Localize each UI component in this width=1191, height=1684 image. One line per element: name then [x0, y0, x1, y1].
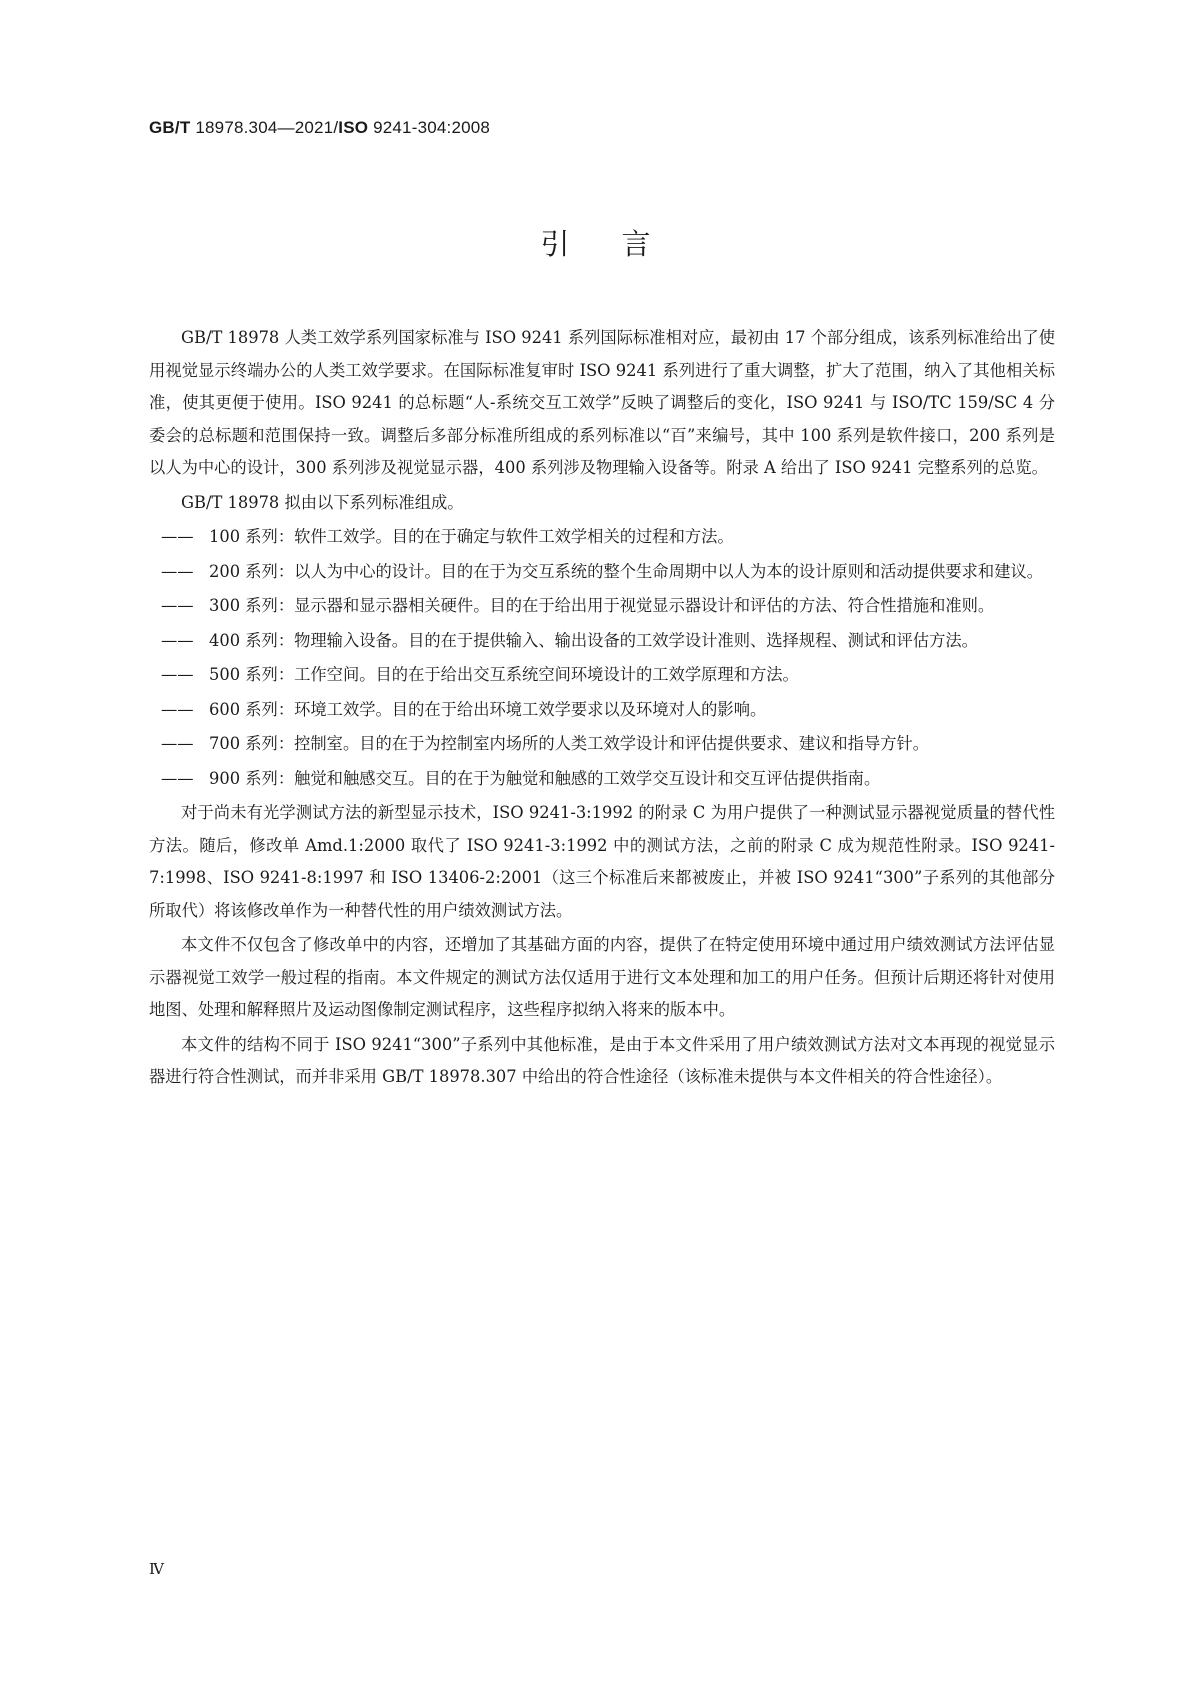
header-std-prefix: GB/T: [149, 118, 191, 137]
paragraph-alternative-method: 对于尚未有光学测试方法的新型显示技术，ISO 9241-3:1992 的附录 C 为用户提供了一种测试显示器视觉质量的替代性方法。随后，修改单 Amd.1:2000 取代了 ISO 9241-3:1992 中的测试方法，之前的附录 C 成为规范性附录。ISO 9241-7:1998、ISO 9241-8:1997 和 ISO 13406-2:2001（这三个标准后来都被废止，并被 ISO 9241“300”子系列的其他部分所取代）将该修改单作为一种替代性的用户绩效测试方法。: [149, 803, 1055, 920]
list-dash: ——: [161, 630, 194, 650]
list-item: [149, 625, 1055, 658]
list-item-text: 300 系列：显示器和显示器相关硬件。目的在于给出用于视觉显示器设计和评估的方法、符合性措施和准则。: [209, 596, 995, 615]
running-header: [149, 118, 490, 138]
document-body: [149, 322, 1055, 1096]
header-std-number: 18978.304—2021/: [195, 118, 339, 137]
list-item-text: 200 系列：以人为中心的设计。目的在于为交互系统的整个生命周期中以人为本的设计原则和活动提供要求和建议。: [209, 561, 1044, 581]
list-item-text: 100 系列：软件工效学。目的在于确定与软件工效学相关的过程和方法。: [209, 527, 734, 546]
list-item-text: 900 系列：触觉和触感交互。目的在于为触觉和触感的工效学交互设计和交互评估提供指南。: [209, 768, 881, 788]
header-iso-number: 9241-304:2008: [373, 118, 491, 137]
list-dash: ——: [161, 665, 194, 684]
list-dash: ——: [161, 596, 194, 615]
list-item-text: 600 系列：环境工效学。目的在于给出环境工效学要求以及环境对人的影响。: [209, 699, 767, 719]
paragraph-series-lead: GB/T 18978 拟由以下系列标准组成。: [181, 492, 464, 512]
paragraph-intro: GB/T 18978 人类工效学系列国家标准与 ISO 9241 系列国际标准相对应，最初由 17 个部分组成，该系列标准给出了使用视觉显示终端办公的人类工效学要求。在国际标准复审时 ISO 9241 系列进行了重大调整，扩大了范围，纳入了其他相关标准，使其更便于使用。ISO 9241 的总标题“人-系统交互工效学”反映了调整后的变化，ISO 9241 与 ISO/TC 159/SC 4 分委会的总标题和范围保持一致。调整后多部分标准所组成的系列标准以“百”来编号，其中 100 系列是软件接口，200 系列是以人为中心的设计，300 系列涉及视觉显示器，400 系列涉及物理输入设备等。附录 A 给出了 ISO 9241 完整系列的总览。: [149, 328, 1055, 477]
list-item: [149, 694, 1055, 727]
list-item: [149, 659, 1055, 692]
page-title: 引言: [540, 227, 703, 261]
list-item: [149, 556, 1055, 589]
list-dash: ——: [161, 734, 194, 753]
list-dash: ——: [161, 527, 194, 546]
list-dash: ——: [161, 699, 194, 719]
list-item: [149, 728, 1055, 761]
list-item-text: 500 系列：工作空间。目的在于给出交互系统空间环境设计的工效学原理和方法。: [209, 665, 799, 684]
page-number: Ⅳ: [149, 1560, 164, 1578]
header-iso-prefix: ISO: [338, 118, 369, 137]
list-item-text: 400 系列：物理输入设备。目的在于提供输入、输出设备的工效学设计准则、选择规程、测试和评估方法。: [209, 630, 978, 650]
list-item: [149, 521, 1055, 554]
list-dash: ——: [161, 768, 194, 788]
list-dash: ——: [161, 561, 194, 581]
list-item: [149, 763, 1055, 796]
list-item: [149, 590, 1055, 623]
paragraph-scope: 本文件不仅包含了修改单中的内容，还增加了其基础方面的内容，提供了在特定使用环境中通过用户绩效测试方法评估显示器视觉工效学一般过程的指南。本文件规定的测试方法仅适用于进行文本处理和加工的用户任务。但预计后期还将针对使用地图、处理和解释照片及运动图像制定测试程序，这些程序拟纳入将来的版本中。: [149, 935, 1055, 1019]
list-item-text: 700 系列：控制室。目的在于为控制室内场所的人类工效学设计和评估提供要求、建议和指导方针。: [209, 734, 930, 753]
paragraph-structure: 本文件的结构不同于 ISO 9241“300”子系列中其他标准，是由于本文件采用了用户绩效测试方法对文本再现的视觉显示器进行符合性测试，而并非采用 GB/T 18978.307 中给出的符合性途径（该标准未提供与本文件相关的符合性途径）。: [149, 1034, 1055, 1086]
